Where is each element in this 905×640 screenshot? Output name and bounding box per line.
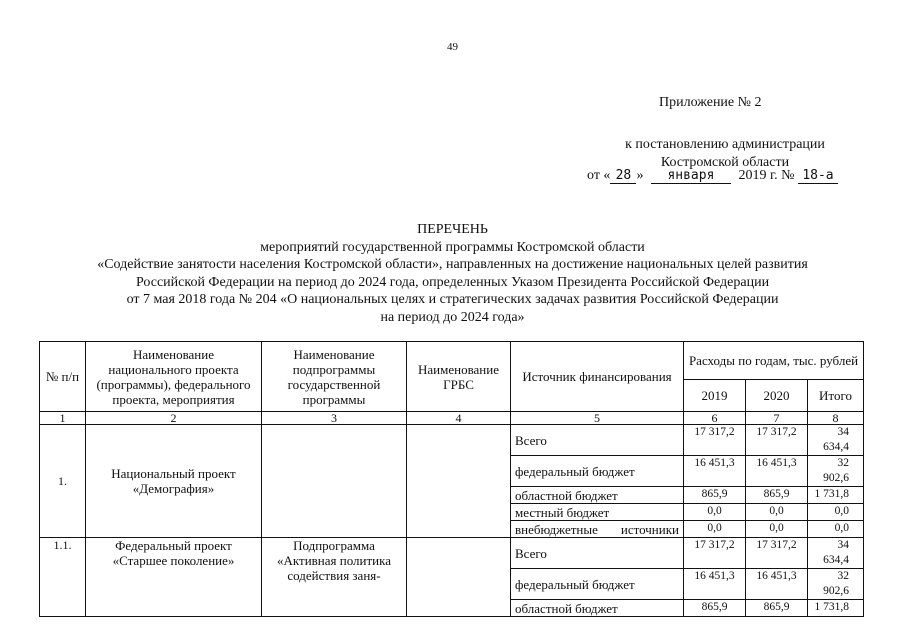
value-2020: 16 451,3 — [746, 569, 808, 600]
title-heading: ПЕРЕЧЕНЬ — [417, 222, 488, 237]
date-day: 28 — [610, 169, 636, 184]
column-index-row — [40, 412, 864, 425]
header-subprogram: Наименование подпрограммы государственной программы — [262, 342, 407, 412]
column-index: 2 — [86, 412, 262, 425]
header-expenses: Расходы по годам, тыс. рублей — [684, 342, 864, 380]
header-year-2020: 2020 — [746, 380, 808, 412]
date-year: 2019 г. № — [738, 168, 795, 183]
header-source: Источник финансирования — [511, 342, 684, 412]
value-2020: 17 317,2 — [746, 425, 808, 456]
resolution-line: Костромской области — [660, 155, 790, 170]
subprogram-cell — [262, 425, 407, 538]
funding-source: федеральный бюджет — [511, 456, 684, 487]
value-2020: 0,0 — [746, 504, 808, 521]
table-row — [40, 538, 864, 569]
value-total: 0,0 — [808, 504, 864, 521]
column-index: 6 — [684, 412, 746, 425]
column-index: 4 — [407, 412, 511, 425]
funding-source: областной бюджет — [511, 487, 684, 504]
header-num: № п/п — [40, 342, 86, 412]
measures-table — [39, 341, 864, 617]
column-index: 3 — [262, 412, 407, 425]
funding-source: областной бюджет — [511, 600, 684, 617]
value-2020: 865,9 — [746, 600, 808, 617]
date-month: января — [651, 169, 731, 184]
value-2020: 0,0 — [746, 521, 808, 538]
column-index: 1 — [40, 412, 86, 425]
resolution-line: к постановлению администрации — [625, 137, 825, 152]
value-2019: 17 317,2 — [684, 538, 746, 569]
value-total: 1 731,8 — [808, 600, 864, 617]
resolution-date — [587, 168, 838, 184]
column-index: 8 — [808, 412, 864, 425]
value-total: 32 902,6 — [808, 569, 864, 600]
value-2019: 16 451,3 — [684, 569, 746, 600]
appendix-label: Приложение № 2 — [659, 95, 762, 110]
value-2020: 865,9 — [746, 487, 808, 504]
title-line: от 7 мая 2018 года № 204 «О национальных целях и стратегических задачах развития Российской Федерации — [126, 292, 779, 307]
funding-source: местный бюджет — [511, 504, 684, 521]
value-2019: 865,9 — [684, 487, 746, 504]
value-total: 0,0 — [808, 521, 864, 538]
funding-source: федеральный бюджет — [511, 569, 684, 600]
value-2020: 17 317,2 — [746, 538, 808, 569]
project-name: Федеральный проект «Старшее поколение» — [86, 538, 262, 617]
header-grbs: Наименование ГРБС — [407, 342, 511, 412]
date-number: 18-а — [798, 169, 838, 184]
document-title — [0, 221, 905, 326]
row-number: 1.1. — [40, 538, 86, 617]
funding-source: внебюджетные источники — [511, 521, 684, 538]
value-2019: 865,9 — [684, 600, 746, 617]
value-total: 1 731,8 — [808, 487, 864, 504]
title-line: Российской Федерации на период до 2024 года, определенных Указом Президента Российской Федерации — [135, 274, 770, 290]
funding-source: Всего — [511, 425, 684, 456]
grbs-cell — [407, 538, 511, 617]
subprogram-name: Подпрограмма «Активная политика содействия заня- — [262, 538, 407, 617]
date-prefix: от « — [587, 168, 611, 183]
value-2020: 16 451,3 — [746, 456, 808, 487]
table-row — [40, 425, 864, 456]
value-2019: 16 451,3 — [684, 456, 746, 487]
resolution-block — [560, 136, 890, 172]
grbs-cell — [407, 425, 511, 538]
title-line: «Содействие занятости населения Костромской области», направленных на достижение национальных целей развития — [97, 257, 808, 272]
header-year-2019: 2019 — [684, 380, 746, 412]
column-index: 7 — [746, 412, 808, 425]
page-number: 49 — [447, 41, 458, 53]
value-2019: 17 317,2 — [684, 425, 746, 456]
funding-source: Всего — [511, 538, 684, 569]
project-name: Национальный проект «Демография» — [86, 425, 262, 538]
header-total: Итого — [808, 380, 864, 412]
column-index: 5 — [511, 412, 684, 425]
value-2019: 0,0 — [684, 504, 746, 521]
value-total: 34 634,4 — [808, 425, 864, 456]
value-total: 34 634,4 — [808, 538, 864, 569]
date-mid: » — [636, 168, 644, 183]
title-line: мероприятий государственной программы Костромской области — [260, 239, 645, 255]
title-line: на период до 2024 года» — [380, 309, 525, 325]
row-number: 1. — [40, 425, 86, 538]
value-total: 32 902,6 — [808, 456, 864, 487]
header-project: Наименование национального проекта (программы), федерального проекта, мероприятия — [86, 342, 262, 412]
value-2019: 0,0 — [684, 521, 746, 538]
